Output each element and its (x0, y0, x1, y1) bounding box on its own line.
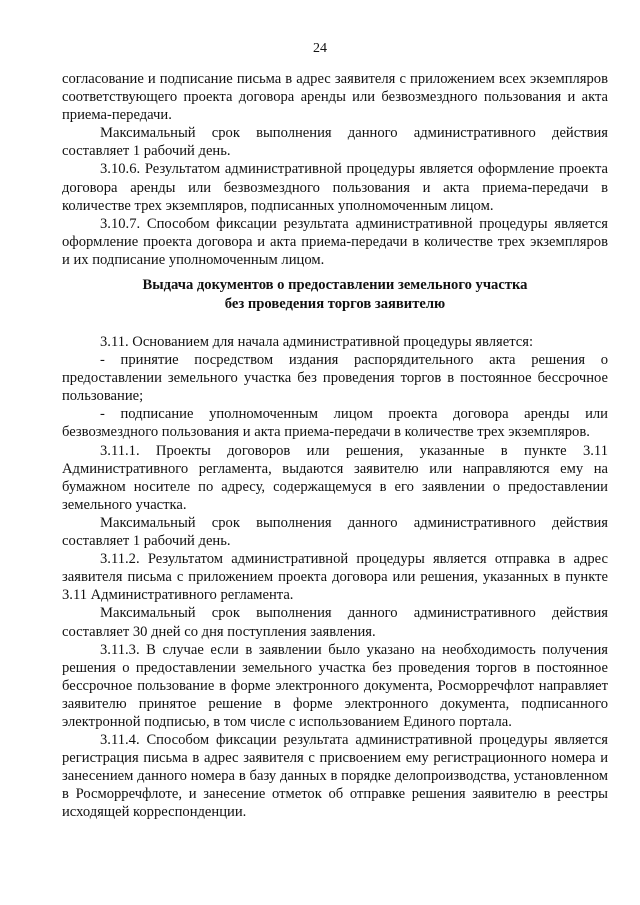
text-block-lower (62, 333, 608, 822)
heading-line-1: Выдача документов о предоставлении земельного участка (142, 277, 528, 293)
paragraph: 3.11. Основанием для начала административной процедуры является: (100, 334, 533, 350)
paragraph: Максимальный срок выполнения данного административного действия составляет 30 дней со дня поступления заявления. (62, 605, 608, 640)
paragraph: 3.11.1. Проекты договоров или решения, указанные в пункте 3.11 Административного регламента, выдаются заявителю или направляются ему на бумажном носителе по адресу, содержащемуся в его заявлении о предоставлении земельного участка. (62, 442, 608, 513)
paragraph: согласование и подписание письма в адрес заявителя с приложением всех экземпляров соответствующего проекта договора аренды или безвозмездного пользования и акта приема-передачи. (62, 71, 608, 124)
paragraph: 3.11.4. Способом фиксации результата административной процедуры является регистрация письма в адрес заявителя с присвоением ему регистрационного номера и занесением данного номера в базу данных в порядке делопроизводства, установленном в Росморречфлоте, и занесение отметок об отправке решения заявителю в реестры исходящей корреспонденции. (62, 732, 608, 821)
section-heading (62, 276, 608, 313)
paragraph: 3.10.6. Результатом административной процедуры является оформление проекта договора аренды или безвозмездного пользования и акта приема-передачи в количестве трех экземпляров, подписанных уполномоченным лицом. (62, 161, 608, 214)
paragraph: Максимальный срок выполнения данного административного действия составляет 1 рабочий день. (62, 125, 608, 160)
paragraph: 3.11.2. Результатом административной процедуры является отправка в адрес заявителя письма с приложением проекта договора или решения, указанных в пункте 3.11 Административного регламента. (62, 551, 608, 604)
heading-line-2: без проведения торгов заявителю (224, 295, 446, 312)
paragraph: - подписание уполномоченным лицом проекта договора аренды или безвозмездного пользования и акта приема-передачи в количестве трех экземпляров. (62, 406, 608, 441)
paragraph: 3.10.7. Способом фиксации результата административной процедуры является оформление проекта договора и акта приема-передачи в количестве трех экземпляров и их подписание уполномоченным лицом. (62, 215, 608, 268)
paragraph: - принятие посредством издания распорядительного акта решения о предоставлении земельного участка без проведения торгов в постоянное бессрочное пользование; (62, 352, 608, 405)
page-number: 24 (313, 41, 327, 56)
text-block-upper (62, 70, 608, 269)
paragraph: 3.11.3. В случае если в заявлении было указано на необходимость получения решения о предоставлении земельного участка без проведения торгов в постоянное бессрочное пользование в форме электронного документа, Росморречфлот направляет заявителю принятое решение в форме электронного документа, подписанного электронной подписью, в том числе с использованием Единого портала. (62, 641, 608, 730)
paragraph: Максимальный срок выполнения данного административного действия составляет 1 рабочий день. (62, 514, 608, 550)
